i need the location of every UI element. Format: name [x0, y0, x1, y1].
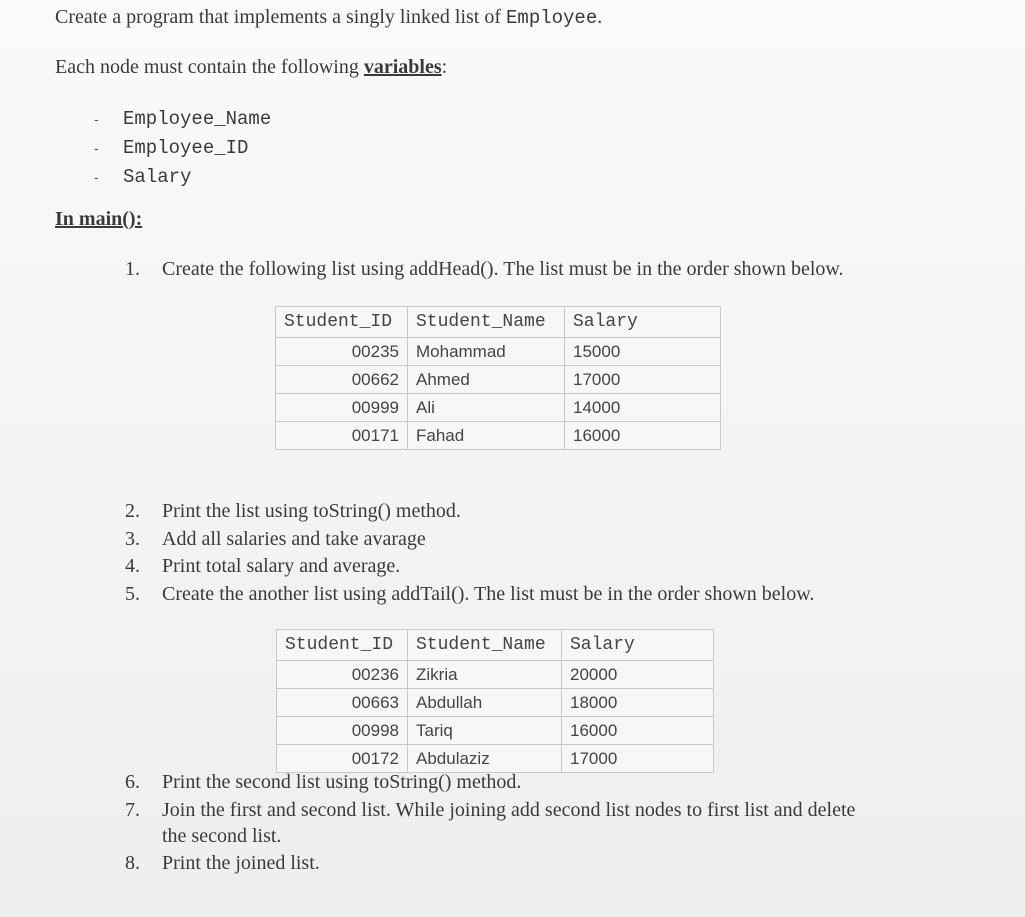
variables-heading: variables: [363, 56, 442, 78]
step-text: Print the joined list.: [162, 852, 320, 874]
intro-line-1-text: Create a program that implements a singly linked list of: [55, 6, 507, 28]
intro-line-1: [55, 6, 602, 29]
table-row: [277, 717, 714, 745]
step-text: Create the another list using addTail(). The list must be in the order shown below.: [162, 583, 815, 605]
cell-id: 00172: [277, 745, 408, 773]
variable-name: Employee_ID: [123, 136, 249, 159]
cell-id: 00235: [276, 338, 408, 366]
main-heading: In main():: [55, 208, 143, 230]
table-row: [277, 745, 714, 773]
step-3: [125, 528, 426, 551]
table-row: [277, 689, 714, 717]
step-number: 3.: [125, 528, 140, 550]
step-number: 1.: [125, 258, 140, 280]
step-2: [125, 500, 461, 523]
cell-salary: 15000: [565, 338, 721, 366]
header-student-id: Student_ID: [276, 307, 408, 338]
cell-id: 00663: [277, 689, 408, 717]
step-text: Print the second list using toString() method.: [162, 771, 522, 793]
header-student-name: Student_Name: [408, 630, 562, 661]
step-number: 5.: [125, 583, 140, 605]
cell-salary: 14000: [565, 394, 721, 422]
step-1: [125, 258, 844, 281]
cell-id: 00236: [277, 661, 408, 689]
cell-name: Ali: [408, 394, 565, 422]
step-number: 8.: [125, 852, 140, 874]
header-salary: Salary: [562, 630, 714, 661]
step-6: [125, 771, 521, 794]
first-list-table: [275, 306, 721, 450]
cell-name: Tariq: [408, 717, 562, 745]
intro-line-2-text: Each node must contain the following: [55, 56, 364, 78]
step-number: 6.: [125, 771, 140, 793]
cell-id: 00662: [276, 366, 408, 394]
cell-id: 00999: [276, 394, 408, 422]
cell-name: Mohammad: [408, 338, 565, 366]
step-4: [125, 555, 400, 578]
list-item: - Employee_Name: [94, 107, 272, 130]
cell-salary: 16000: [565, 422, 721, 450]
list-item: - Salary: [94, 165, 192, 188]
header-salary: Salary: [565, 307, 721, 338]
step-7: [125, 799, 855, 850]
cell-id: 00998: [277, 717, 408, 745]
cell-name: Abdullah: [408, 689, 562, 717]
step-8: [125, 852, 320, 875]
step-text-line-2: the second list.: [162, 825, 282, 847]
table-row: [276, 394, 721, 422]
table-header-row: [277, 630, 714, 661]
cell-name: Ahmed: [408, 366, 565, 394]
table-header-row: [276, 307, 721, 338]
intro-line-1-code: Employee: [506, 7, 598, 29]
step-number: 4.: [125, 555, 140, 577]
step-5: [125, 583, 814, 606]
step-text: Print the list using toString() method.: [162, 500, 461, 522]
step-text: Create the following list using addHead(). The list must be in the order shown below.: [162, 258, 844, 280]
cell-id: 00171: [276, 422, 408, 450]
cell-salary: 20000: [562, 661, 714, 689]
cell-name: Zikria: [408, 661, 562, 689]
cell-salary: 17000: [565, 366, 721, 394]
cell-name: Fahad: [408, 422, 565, 450]
table-row: [276, 422, 721, 450]
table-row: [276, 338, 721, 366]
step-number: 7.: [125, 799, 140, 821]
cell-salary: 17000: [562, 745, 714, 773]
step-number: 2.: [125, 500, 140, 522]
intro-line-2: [55, 56, 447, 79]
variables-list: [94, 104, 271, 191]
variable-name: Salary: [123, 165, 192, 188]
table-row: [277, 661, 714, 689]
step-text: Print total salary and average.: [162, 555, 401, 577]
cell-name: Abdulaziz: [408, 745, 562, 773]
header-student-name: Student_Name: [408, 307, 565, 338]
second-list-table: [276, 629, 714, 773]
step-text: [162, 799, 855, 850]
cell-salary: 16000: [562, 717, 714, 745]
step-text: Add all salaries and take avarage: [162, 528, 426, 550]
list-item: - Employee_ID: [94, 136, 249, 159]
step-text-line-1: Join the first and second list. While joining add second list nodes to first list and delete: [162, 799, 856, 821]
header-student-id: Student_ID: [277, 630, 408, 661]
variable-name: Employee_Name: [123, 107, 272, 130]
table-row: [276, 366, 721, 394]
cell-salary: 18000: [562, 689, 714, 717]
intro-line-2-end: :: [441, 56, 448, 78]
intro-line-1-end: .: [597, 6, 603, 28]
